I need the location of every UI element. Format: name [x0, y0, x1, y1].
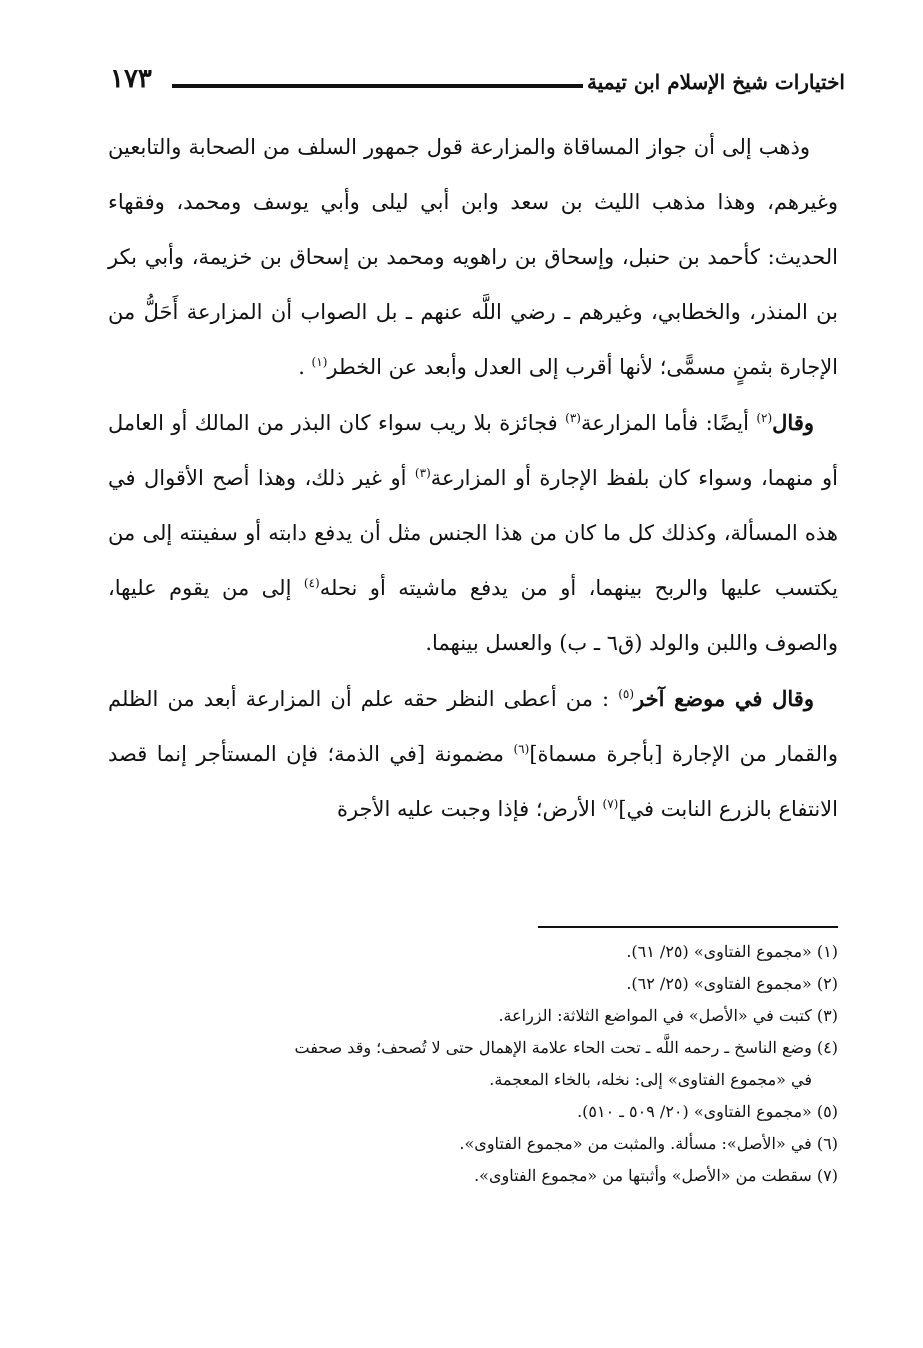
footnote-item: (٤) وضع الناسخ ـ رحمه اللَّه ـ تحت الحاء علامة الإهمال حتى لا تُصحف؛ وقد صحفت	[294, 1038, 838, 1057]
footnote-item: (٥) «مجموع الفتاوى» (٢٠/ ٥٠٩ ـ ٥١٠).	[577, 1102, 838, 1121]
main-text	[108, 120, 838, 837]
running-title: اختيارات شيخ الإسلام ابن تيمية	[587, 70, 845, 94]
paragraph-3-part-3: الأرض؛ فإذا وجبت عليه الأجرة	[336, 797, 603, 821]
paragraph-3	[108, 671, 838, 837]
footnote-ref: (٧)	[602, 797, 619, 811]
footnote-ref: (٢)	[756, 411, 773, 425]
paragraph-2-part-2: فجائزة بلا ريب سواء كان البذر من المالك أو العامل أو منهما، وسواء كان بلفظ الإجارة أو المزارعة	[108, 411, 838, 490]
paragraph-2	[108, 395, 838, 671]
paragraph-2-lead: وقال	[772, 410, 815, 435]
footnote-ref: (٣)	[565, 411, 581, 425]
footnote-separator	[538, 926, 838, 928]
paragraph-2-part-4: إلى من يقوم عليها، والصوف واللبن والولد (ق٦ ـ ب) والعسل بينهما.	[108, 576, 838, 655]
header-rule	[172, 84, 583, 88]
paragraph-2-part-1: أيضًا: فأما المزارعة	[580, 411, 757, 435]
footnote-item: (١) «مجموع الفتاوى» (٢٥/ ٦١).	[626, 942, 838, 961]
footnote-continuation: في «مجموع الفتاوى» إلى: نخله، بالخاء المعجمة.	[489, 1070, 812, 1089]
footnote-ref: (٦)	[513, 742, 530, 756]
paragraph-3-part-1: : من أعطى النظر حقه علم أن المزارعة أبعد من الظلم والقمار من الإجارة [بأجرة مسماة]	[108, 687, 838, 766]
footnote-ref: (١)	[311, 355, 328, 369]
footnote-ref: (٣)	[414, 466, 431, 480]
paragraph-1	[108, 120, 838, 395]
page-number: ١٧٣	[110, 64, 152, 94]
running-header	[110, 58, 845, 110]
paragraph-3-lead: وقال في موضع آخر	[634, 686, 814, 711]
footnote-item: (٣) كتبت في «الأصل» في المواضع الثلاثة: الزراعة.	[498, 1006, 838, 1025]
footnote-ref: (٤)	[303, 576, 320, 590]
paragraph-1-text: وذهب إلى أن جواز المساقاة والمزارعة قول جمهور السلف من الصحابة والتابعين وغيرهم، وهذا مذهب الليث بن سعد وابن أبي ليلى وأبي يوسف ومحمد، وفقهاء الحديث: كأحمد بن حنبل، وإسحاق بن راهويه ومحمد بن إسحاق بن خزيمة، وأبي بكر بن المنذر، والخطابي، وغيرهم ـ رضي اللَّه عنهم ـ بل الصواب أن المزارعة أَحَلُّ من الإجارة بثمنٍ مسمًّى؛ لأنها أقرب إلى العدل وأبعد عن الخطر	[108, 135, 838, 379]
footnote-item: (٢) «مجموع الفتاوى» (٢٥/ ٦٢).	[626, 974, 838, 993]
footnote-item: (٧) سقطت من «الأصل» وأثبتها من «مجموع الفتاوى».	[474, 1166, 838, 1185]
footnote-ref: (٥)	[618, 687, 635, 701]
footnotes	[98, 936, 838, 1192]
footnote-item: (٦) في «الأصل»: مسألة. والمثبت من «مجموع الفتاوى».	[459, 1134, 838, 1153]
paragraph-3-part-2: مضمونة [في الذمة؛ فإن المستأجر إنما قصد الانتفاع بالزرع النابت في]	[108, 742, 838, 821]
paragraph-2-part-3: أو غير ذلك، وهذا أصح الأقوال في هذه المسألة، وكذلك كل ما كان من هذا الجنس مثل أن يدفع دابته أو سفينته إلى من يكتسب عليها والربح بينهما، أو من يدفع ماشيته أو نحله	[108, 466, 838, 600]
paragraph-1-end: .	[298, 355, 312, 379]
